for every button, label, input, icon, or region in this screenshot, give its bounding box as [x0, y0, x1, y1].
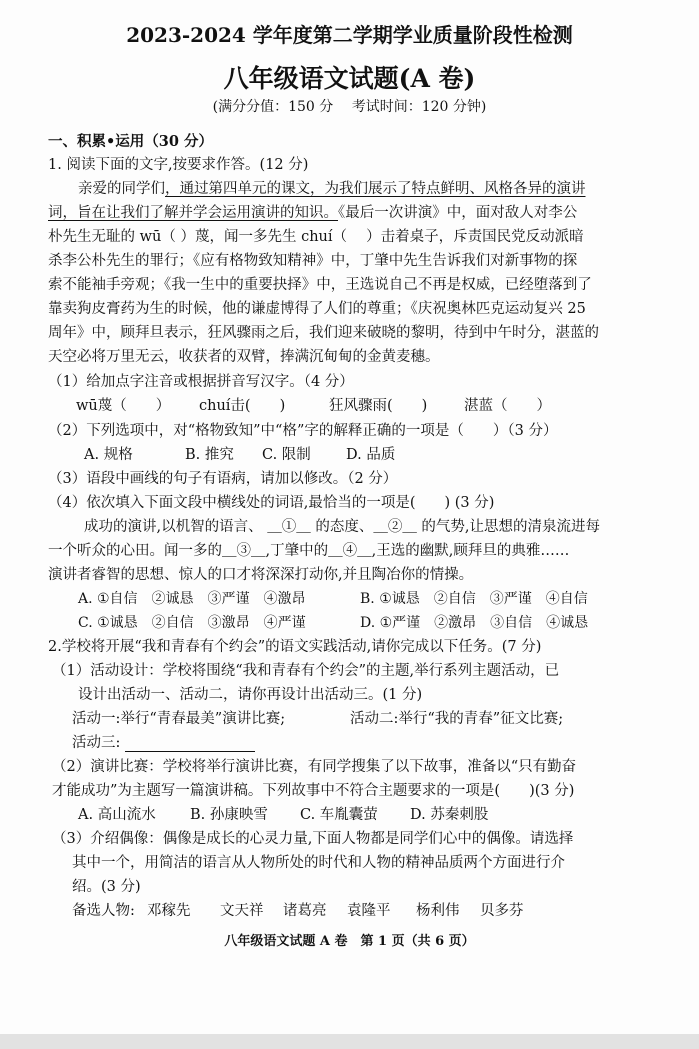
- q1-sub2-option-a: A. 规格: [84, 447, 133, 463]
- q1-passage-line-1: [78, 181, 586, 198]
- q1-sub4-text-line-3: 演讲者睿智的思想、惊人的口才将深深打动你,并且陶冶你的情操。: [48, 567, 474, 583]
- q1-sub2: （2）下列选项中，对“格物致知”中“格”字的解释正确的一项是（ ）（3 分）: [48, 423, 558, 439]
- q2-stem: 2.学校将开展“我和青春有个约会”的语文实践活动,请你完成以下任务。(7 分): [48, 639, 542, 655]
- q1-sub4-option-b: B. ①诚恳 ②自信 ③严谨 ④自信: [360, 591, 588, 607]
- q2-activity-3: [72, 735, 255, 752]
- candidate-1: 邓稼先: [147, 903, 191, 919]
- q1-sub4-option-d: D. ①严谨 ②激昂 ③自信 ④诚恳: [360, 615, 589, 631]
- q1-sub2-option-c: C. 限制: [262, 447, 311, 463]
- q2-sub3-line-2: 其中一个，用简洁的语言从人物所处的时代和人物的精神品质两个方面进行介: [72, 855, 565, 871]
- q1-sub4-text-line-2: 一个听众的心田。闻一多的＿③＿,丁肇中的＿④＿,王选的幽默,顾拜旦的典雅……: [48, 543, 570, 559]
- passage-text: 亲爱的同学们: [78, 181, 165, 197]
- q2-sub2-option-d: D. 苏秦刺股: [410, 807, 489, 823]
- q1-sub3: （3）语段中画线的句子有语病，请加以修改。（2 分）: [48, 471, 398, 487]
- q1-sub4: （4）依次填入下面文段中横线处的词语,最恰当的一项是( ) (3 分): [48, 495, 495, 511]
- q1-sub1-item-2: chuí击( ): [199, 398, 286, 414]
- q1-passage-line-8: 天空必将万里无云，收获者的双臂，捧满沉甸甸的金黄麦穗。: [48, 349, 440, 365]
- q1-passage-line-6: 靠卖狗皮膏药为生的时候，他的谦虚博得了人们的尊重；《庆祝奥林匹克运动复兴 25: [48, 301, 586, 317]
- q1-sub1: （1）给加点字注音或根据拼音写汉字。（4 分）: [48, 374, 354, 390]
- q2-sub2-option-c: C. 车胤囊萤: [300, 807, 378, 823]
- page-footer: 八年级语文试题 A 卷 第 1 页（共 6 页）: [224, 934, 475, 949]
- passage-text: 《最后一次讲演》中，面对敌人对李公: [338, 205, 578, 221]
- q1-sub2-option-b: B. 推究: [185, 447, 234, 463]
- q2-sub1-line-1: （1）活动设计：学校将围绕“我和青春有个约会”的主题,举行系列主题活动，已: [52, 663, 560, 679]
- exam-meta: (满分分值：150 分 考试时间：120 分钟): [212, 99, 487, 115]
- q2-sub2-option-a: A. 高山流水: [78, 807, 156, 823]
- q1-sub1-item-4: 湛蓝（ ）: [464, 398, 551, 414]
- candidate-5: 杨利伟: [416, 903, 460, 919]
- q1-passage-line-2: [48, 205, 577, 222]
- underlined-sentence-part-1: ，通过第四单元的课文，为我们展示了特点鲜明、风格各异的演讲: [165, 181, 586, 197]
- q1-stem: 1. 阅读下面的文字,按要求作答。(12 分): [48, 157, 309, 173]
- q2-sub2-option-b: B. 孙康映雪: [190, 807, 268, 823]
- q2-sub3-line-3: 绍。(3 分): [72, 879, 141, 895]
- q1-sub1-item-3: 狂风骤雨( ): [329, 398, 428, 414]
- exam-title: 2023-2024 学年度第二学期学业质量阶段性检测: [126, 23, 573, 47]
- q2-sub1-line-2: 设计出活动一、活动二，请你再设计出活动三。(1 分): [78, 687, 423, 703]
- q1-sub1-item-1: wū蔑（ ）: [76, 398, 171, 414]
- section-heading: 一、积累•运用（30 分）: [48, 133, 213, 150]
- q1-sub4-option-a: A. ①自信 ②诚恳 ③严谨 ④激昂: [78, 591, 306, 607]
- q2-sub2-line-1: （2）演讲比赛：学校将举行演讲比赛，有同学搜集了以下故事，准备以“只有勤奋: [52, 759, 577, 775]
- q2-activity-2: 活动二:举行“我的青春”征文比赛;: [350, 711, 564, 727]
- q1-sub2-option-d: D. 品质: [346, 447, 396, 463]
- candidate-4: 袁隆平: [347, 903, 391, 919]
- q1-passage-line-3: 朴先生无耻的 wū（ ）蔑，闻一多先生 chuí（ ）击着桌子，斥责国民党反动派暗: [48, 229, 584, 245]
- q1-sub4-option-c: C. ①诚恳 ②自信 ③激昂 ④严谨: [78, 615, 306, 631]
- q1-passage-line-7: 周年》中，顾拜旦表示，狂风骤雨之后，我们迎来破晓的黎明，待到中午时分，湛蓝的: [48, 325, 599, 341]
- q1-sub4-text-line-1: 成功的演讲,以机智的语言、 ＿①＿ 的态度、＿②＿ 的气势,让思想的清泉流进每: [84, 519, 601, 535]
- q2-activity-1: 活动一:举行“青春最美”演讲比赛;: [72, 711, 286, 727]
- bottom-margin-strip: [0, 1034, 699, 1049]
- q1-passage-line-5: 索不能袖手旁观；《我一生中的重要抉择》中，王选说自己不再是权威，已经堕落到了: [48, 277, 592, 293]
- q2-candidates-label: 备选人物:: [72, 903, 135, 919]
- q1-passage-line-4: 杀李公朴先生的罪行；《应有格物致知精神》中，丁肇中先生告诉我们对新事物的探: [48, 253, 578, 269]
- q2-sub2-line-2: 才能成功”为主题写一篇演讲稿。下列故事中不符合主题要求的一项是( )(3 分): [52, 783, 575, 799]
- candidate-6: 贝多芬: [480, 903, 524, 919]
- underlined-sentence-part-2: 词，旨在让我们了解并学会运用演讲的知识。: [48, 205, 338, 221]
- answer-blank-line[interactable]: [125, 737, 255, 752]
- activity-3-label: 活动三:: [72, 735, 121, 751]
- candidate-3: 诸葛亮: [283, 903, 327, 919]
- exam-subtitle: 八年级语文试题(A 卷): [223, 64, 476, 93]
- q2-sub3-line-1: （3）介绍偶像：偶像是成长的心灵力量,下面人物都是同学们心中的偶像。请选择: [52, 831, 574, 847]
- candidate-2: 文天祥: [220, 903, 264, 919]
